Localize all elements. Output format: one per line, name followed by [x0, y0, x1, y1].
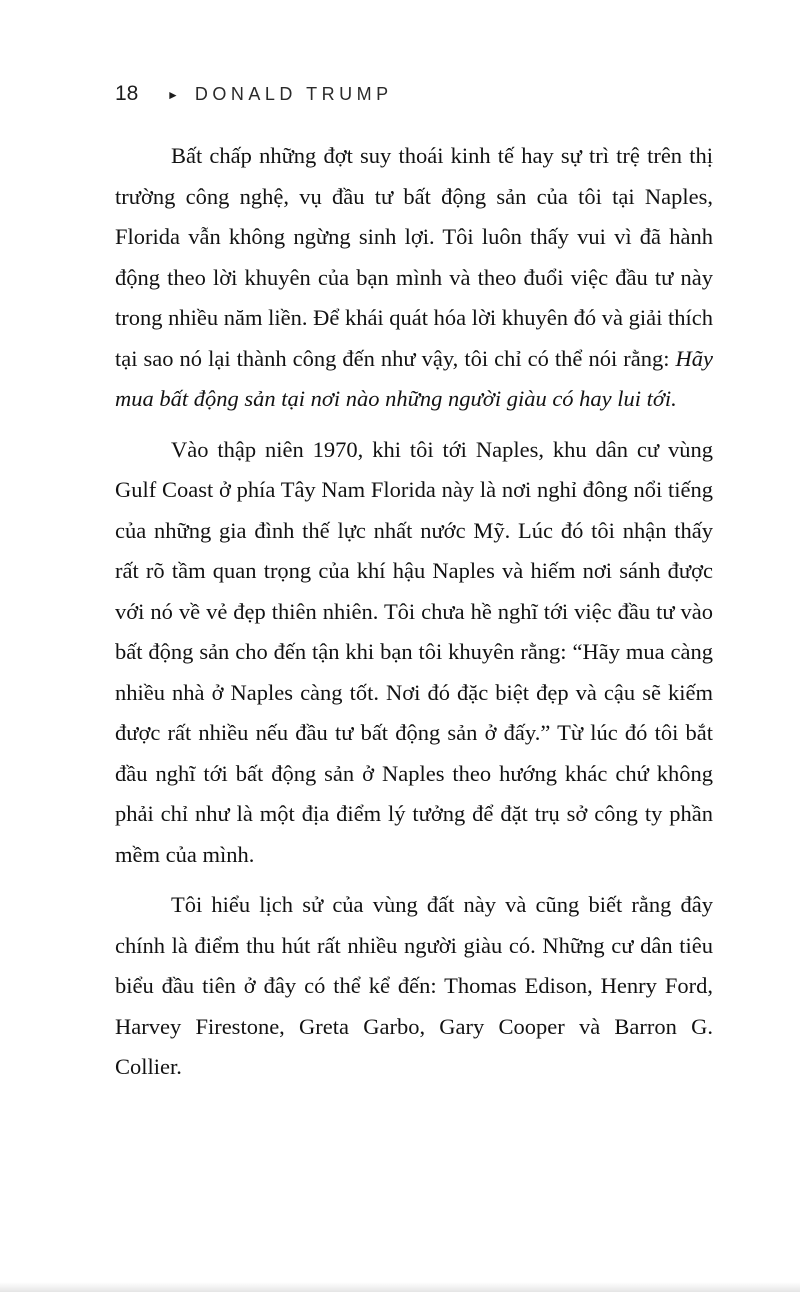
paragraph-2-text: Vào thập niên 1970, khi tôi tới Naples, khu dân cư vùng Gulf Coast ở phía Tây Nam Florida này là nơi nghỉ đông nổi tiếng của những gia đình thế lực nhất nước Mỹ. Lúc đó tôi nhận thấy rất rõ tầm quan trọng của khí hậu Naples và hiếm nơi sánh được với nó về vẻ đẹp thiên nhiên. Tôi chưa hề nghĩ tới việc đầu tư vào bất động sản cho đến tận khi bạn tôi khuyên rằng: “Hãy mua càng nhiều nhà ở Naples càng tốt. Nơi đó đặc biệt đẹp và cậu sẽ kiếm được rất nhiều nếu đầu tư bất động sản ở đấy.” Từ lúc đó tôi bắt đầu nghĩ tới bất động sản ở Naples theo hướng khác chứ không phải chỉ như là một địa điểm lý tưởng để đặt trụ sở công ty phần mềm của mình. [115, 436, 713, 867]
triangle-bullet-icon: ► [167, 88, 179, 102]
paragraph-1-text: Bất chấp những đợt suy thoái kinh tế hay sự trì trệ trên thị trường công nghệ, vụ đầu tư bất động sản của tôi tại Naples, Florida vẫn không ngừng sinh lợi. Tôi luôn thấy vui vì đã hành động theo lời khuyên của bạn mình và theo đuổi việc đầu tư này trong nhiều năm liền. Để khái quát hóa lời khuyên đó và giải thích tại sao nó lại thành công đến như vậy, tôi chỉ có thể nói rằng: [115, 143, 714, 371]
paragraph-1-italic-text: Hãy mua bất động sản tại nơi nào những người giàu có hay lui tới. [115, 345, 713, 411]
page-header [115, 82, 715, 106]
paragraph-3-text: Tôi hiểu lịch sử của vùng đất này và cũng biết rằng đây chính là điểm thu hút rất nhiều người giàu có. Những cư dân tiêu biểu đầu tiên ở đây có thể kể đến: Thomas Edison, Henry Ford, Harvey Firestone, Greta Garbo, Gary Cooper và Barron G. Collier. [115, 892, 713, 1079]
paragraph-3 [115, 885, 713, 1088]
page-number: 18 [115, 82, 139, 105]
paragraph-2 [115, 430, 713, 876]
running-head-title: DONALD TRUMP [194, 83, 393, 104]
page-body [115, 136, 713, 1088]
paragraph-1 [115, 136, 713, 420]
